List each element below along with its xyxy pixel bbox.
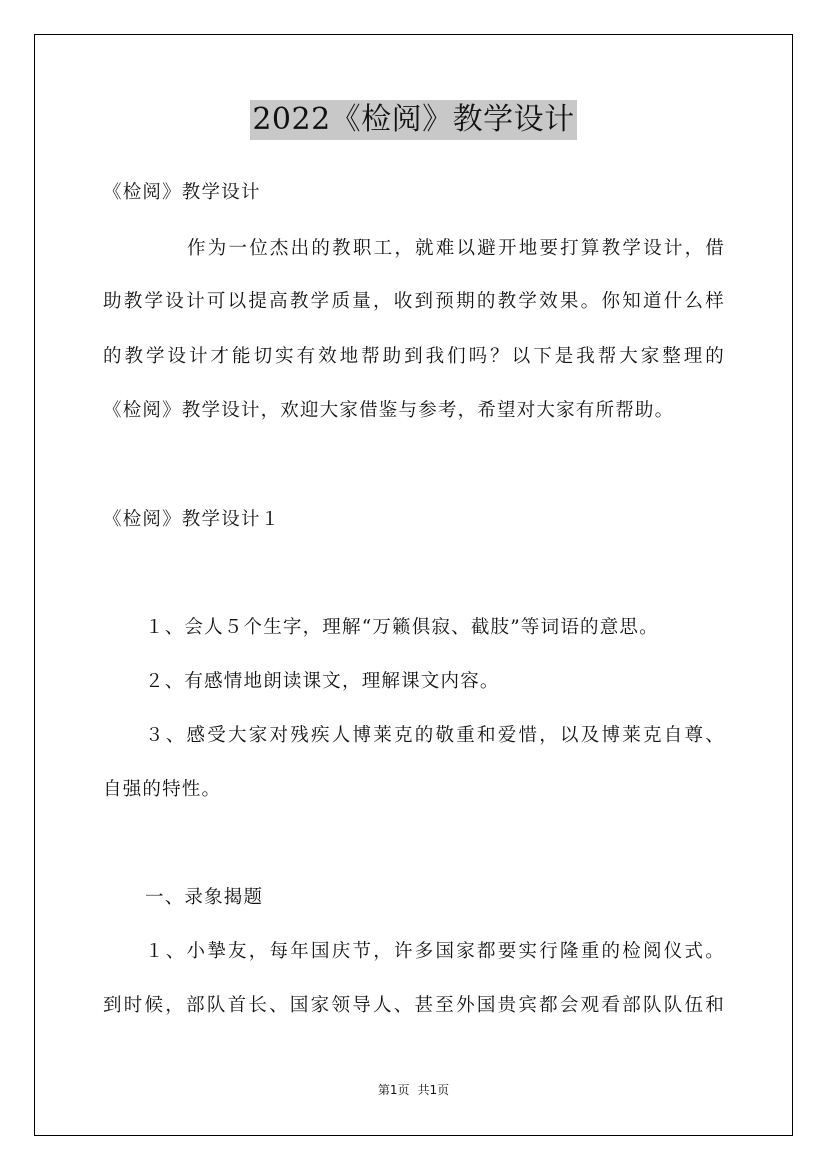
intro-line-4: 《检阅》教学设计，欢迎大家借鉴与参考，希望对大家有所帮助。 xyxy=(103,400,675,421)
objective-item-1: １、会人５个生字，理解“万籁俱寂、截肢”等词语的意思。 xyxy=(145,617,659,638)
document-title: 2022《检阅》教学设计 xyxy=(250,100,576,140)
page-total: 共1页 xyxy=(417,1083,450,1097)
objective-item-2: ２、有感情地朗读课文，理解课文内容。 xyxy=(145,671,500,692)
subheading: 《检阅》教学设计 xyxy=(103,182,261,203)
objective-item-3-line-1: ３、感受大家对残疾人博莱克的敬重和爱惜，以及博莱克自尊、 xyxy=(145,725,725,746)
part-line-2: 到时候，部队首长、国家领导人、甚至外国贵宾都会观看部队队伍和 xyxy=(103,995,725,1016)
title-container xyxy=(0,100,827,140)
part-line-1: １、小摯友，每年国庆节，许多国家都要实行隆重的检阅仪式。 xyxy=(145,941,725,962)
page-footer xyxy=(0,1082,827,1098)
intro-line-3: 的教学设计才能切实有效地帮助到我们吗？以下是我帮大家整理的 xyxy=(103,346,725,367)
intro-line-2: 助教学设计可以提高教学质量，收到预期的教学效果。你知道什么样 xyxy=(103,291,725,312)
page-number: 第1页 xyxy=(377,1083,410,1097)
intro-line-1: 作为一位杰出的教职工，就难以避开地要打算教学设计，借 xyxy=(187,238,725,259)
section-heading: 《检阅》教学设计１ xyxy=(103,509,281,530)
part-heading: 一、录象揭题 xyxy=(145,887,264,908)
objective-item-3-line-2: 自强的特性。 xyxy=(103,779,222,800)
